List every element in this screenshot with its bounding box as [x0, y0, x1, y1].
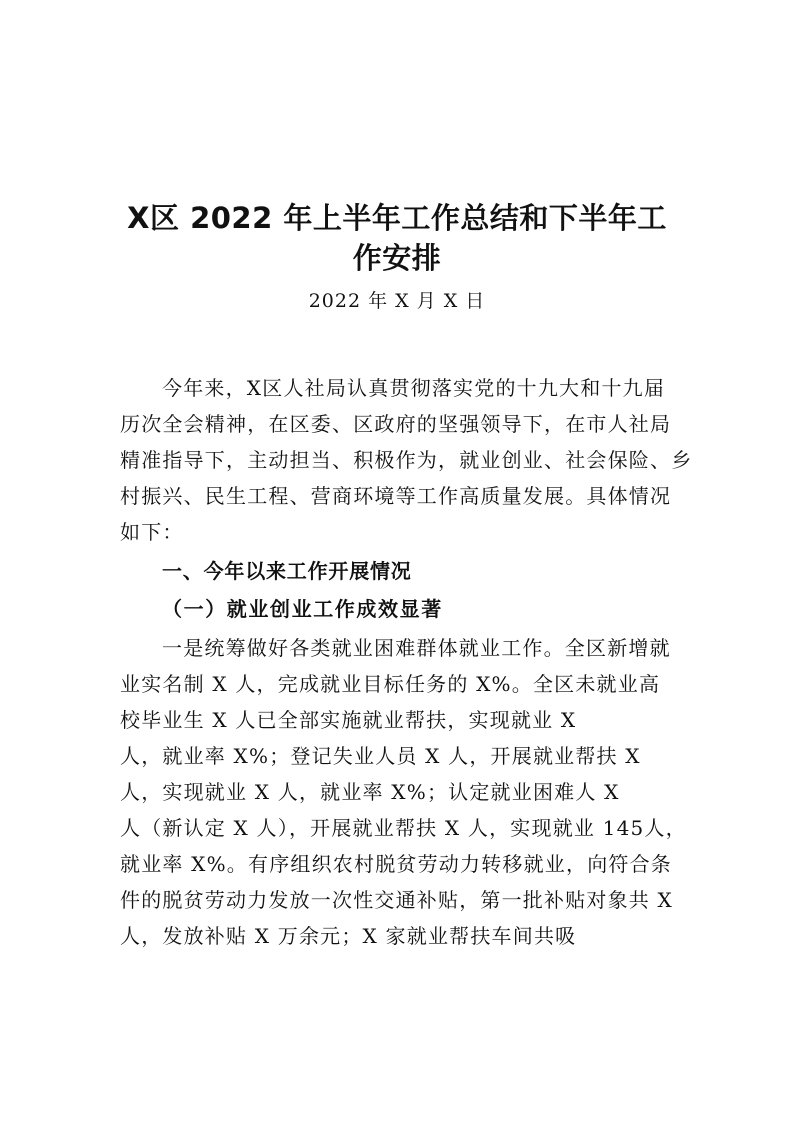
- body-text-line: 人（新认定 X 人），开展就业帮扶 X 人，实现就业 145人，: [120, 816, 687, 840]
- document-title-line-2: 作安排: [352, 241, 442, 275]
- body-text-line: 人，实现就业 X 人，就业率 X%；认定就业困难人 X: [120, 780, 620, 804]
- body-text-line: 就业率 X%。有序组织农村脱贫劳动力转移就业，向符合条: [120, 852, 672, 876]
- body-text-line: 件的脱贫劳动力发放一次性交通补贴，第一批补贴对象共 X: [120, 888, 673, 912]
- body-text-line: 业实名制 X 人，完成就业目标任务的 X%。全区未就业高: [120, 672, 661, 696]
- body-text-line: 今年来，X区人社局认真贯彻落实党的十九大和十九届: [162, 376, 666, 400]
- body-text-line: 校毕业生 X 人已全部实施就业帮扶，实现就业 X: [120, 708, 577, 732]
- body-text-line: 村振兴、民生工程、营商环境等工作高质量发展。具体情况: [120, 484, 672, 508]
- body-text-line: 人，就业率 X%；登记失业人员 X 人，开展就业帮扶 X: [120, 744, 641, 768]
- body-text-line: 人，发放补贴 X 万余元；X 家就业帮扶车间共吸: [120, 924, 577, 948]
- subsection-heading: （一）就业创业工作成效显著: [162, 597, 443, 621]
- body-text-line: 如下：: [120, 520, 184, 544]
- body-text-line: 精准指导下，主动担当、积极作为，就业创业、社会保险、乡: [120, 448, 693, 472]
- section-heading: 一、今年以来工作开展情况: [162, 559, 412, 583]
- document-title-line-1: X区 2022 年上半年工作总结和下半年工: [127, 201, 667, 235]
- body-text-line: 历次全会精神，在区委、区政府的坚强领导下，在市人社局: [120, 412, 672, 436]
- document-date: 2022 年 X 月 X 日: [308, 290, 486, 312]
- body-text-line: 一是统筹做好各类就业困难群体就业工作。全区新增就: [162, 636, 671, 660]
